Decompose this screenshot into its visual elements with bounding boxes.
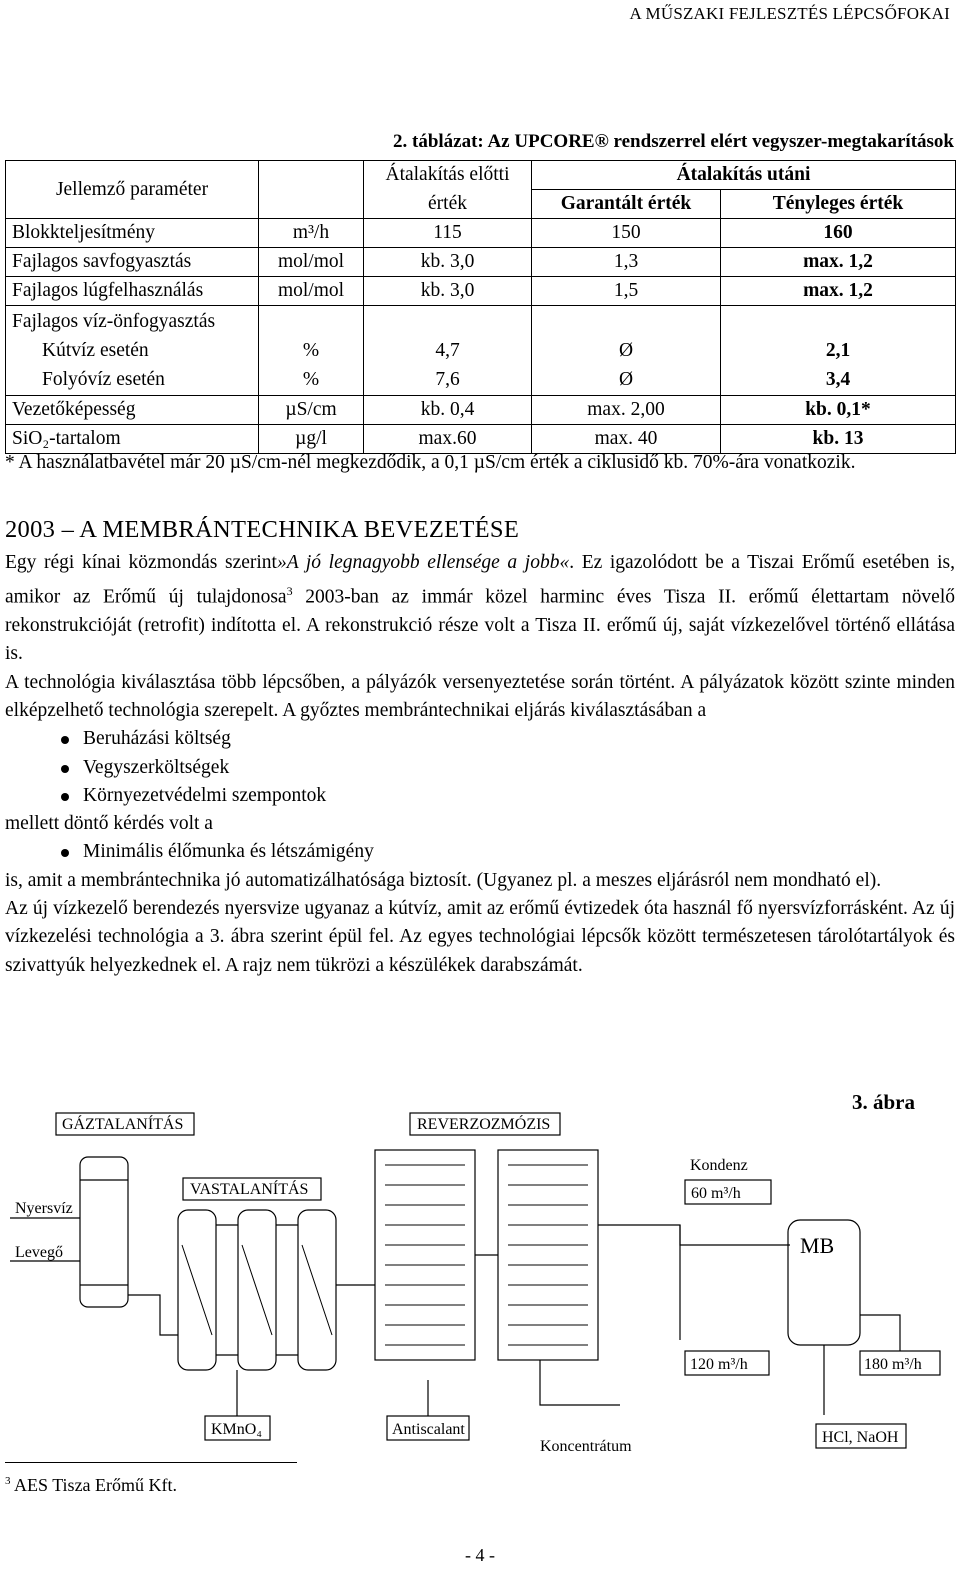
paragraph: mellett döntő kérdés volt a bbox=[5, 813, 213, 835]
table-row: Vezetőképesség µS/cm kb. 0,4 max. 2,00 kb. 0,1* bbox=[6, 396, 956, 425]
header-before-2: érték bbox=[364, 190, 532, 219]
flow180-label: 180 m³/h bbox=[864, 1356, 922, 1373]
antiscalant-label: Antiscalant bbox=[392, 1421, 465, 1438]
paragraph: Egy régi kínai közmondás szerint»A jó legnagyobb ellensége a jobb«. Ez igazolódott be a Tiszai Erőmű esetében is, amikor az Erőmű új tulajdonosa$^3$ 2003-ban az immár közel harminc éves Tisza II. erőmű élettartam növelő rekonstrukcióját (retrofit) indította el. A rekonstrukció része volt a Tisza II. erőmű új, saját vízkezelővel történő ellátása is. bbox=[5, 552, 956, 665]
header-param: Jellemző paraméter bbox=[6, 161, 259, 219]
running-header: A MŰSZAKI FEJLESZTÉS LÉPCSŐFOKAI bbox=[629, 4, 950, 23]
list-item: Minimális élőmunka és létszámigény bbox=[5, 838, 955, 866]
condensate-label: Kondenz bbox=[690, 1157, 748, 1174]
concentrate-label: Koncentrátum bbox=[540, 1438, 632, 1455]
chemical-savings-table bbox=[5, 160, 956, 454]
paragraph: Az új vízkezelő berendezés nyersvize ugyanaz a kútvíz, amit az erőmű évtizedek óta használ fő nyersvízforrásként. Az új vízkezelési technológia a 3. ábra szerint épül fel. Az egyes technológiai lépcsők között természetesen tárolótartályok és szivattyúk helyezkednek el. A rajz nem tükrözi a készülékek darabszámát. bbox=[5, 898, 955, 976]
table-footnote: * A használatbavétel már 20 µS/cm-nél megkezdődik, a 0,1 µS/cm érték a ciklusidő kb. 70%-ára vonatkozik. bbox=[5, 452, 856, 473]
footnote: $^3$ AES Tisza Erőmű Kft. bbox=[5, 1475, 178, 1495]
table-row-water: Fajlagos víz-önfogyasztás Kútvíz esetén Folyóvíz esetén % % 4,7 7,6 Ø Ø 2,1 3,4 bbox=[6, 306, 956, 396]
list-item: Beruházási költség bbox=[5, 725, 955, 753]
list-item: Környezetvédelmi szempontok bbox=[5, 782, 955, 810]
cond-flow-label: 60 m³/h bbox=[691, 1185, 741, 1202]
page-number: - 4 - bbox=[465, 1545, 495, 1565]
header-before: Átalakítás előtti bbox=[364, 161, 532, 190]
header-guaranteed: Garantált érték bbox=[532, 190, 721, 219]
header-actual: Tényleges érték bbox=[721, 190, 956, 219]
section-title: 2003 – A MEMBRÁNTECHNIKA BEVEZETÉSE bbox=[5, 516, 520, 543]
hcl-label: HCl, NaOH bbox=[822, 1429, 899, 1446]
table-row: Blokkteljesítmény m³/h 115 150 160 bbox=[6, 219, 956, 248]
table-row: Fajlagos lúgfelhasználás mol/mol kb. 3,0 1,5 max. 1,2 bbox=[6, 277, 956, 306]
kmno4-label: KMnO₄ bbox=[211, 1421, 262, 1438]
flow120-label: 120 m³/h bbox=[690, 1356, 748, 1373]
table-caption: 2. táblázat: Az UPCORE® rendszerrel elért vegyszer-megtakarítások bbox=[393, 131, 954, 152]
body-text bbox=[5, 549, 955, 980]
figure-title: 3. ábra bbox=[852, 1090, 915, 1114]
table-row: Fajlagos savfogyasztás mol/mol kb. 3,0 1,3 max. 1,2 bbox=[6, 248, 956, 277]
process-diagram bbox=[0, 1085, 960, 1460]
ro-label: REVERZOZMÓZIS bbox=[417, 1116, 551, 1133]
softening-label: VASTALANÍTÁS bbox=[190, 1181, 309, 1198]
degas-label: GÁZTALANÍTÁS bbox=[62, 1116, 184, 1133]
air-label: Levegő bbox=[15, 1244, 63, 1261]
raw-water-label: Nyersvíz bbox=[15, 1200, 73, 1217]
paragraph: A technológia kiválasztása több lépcsőben, a pályázók versenyeztetése során történt. A pályázatok között szinte minden elképzelhető technológia szerepelt. A győztes membrántechnikai eljárás kiválasztásában a bbox=[5, 671, 955, 721]
mb-label: MB bbox=[800, 1233, 835, 1258]
list-item: Vegyszerköltségek bbox=[5, 754, 955, 782]
paragraph: is, amit a membrántechnika jó automatizálhatósága biztosít. (Ugyanez pl. a meszes eljárásról nem mondható el). bbox=[5, 869, 882, 891]
header-after: Átalakítás utáni bbox=[532, 161, 956, 190]
footnote-divider bbox=[5, 1462, 297, 1463]
table-row: SiO₂-tartalom µg/l max.60 max. 40 kb. 13 bbox=[6, 425, 956, 454]
